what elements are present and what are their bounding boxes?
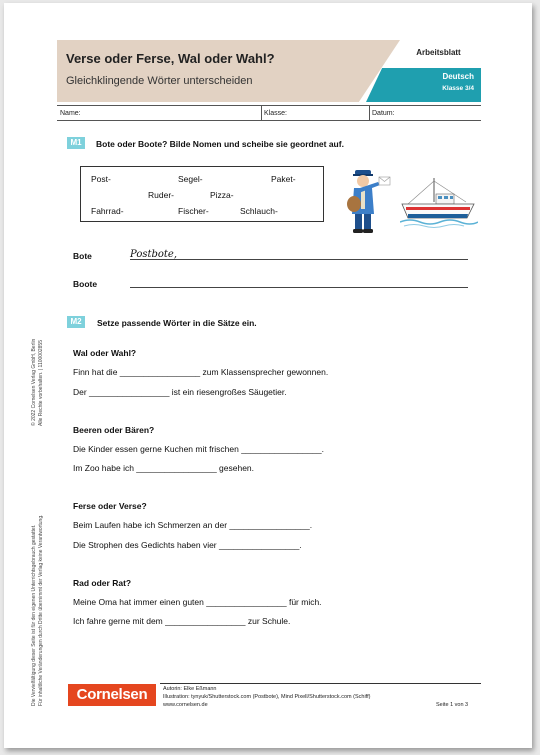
fill-in-sentence[interactable]: Ich fahre gerne mit dem _________________ zur Schule.	[73, 616, 291, 626]
cornelsen-logo: Cornelsen	[68, 684, 156, 706]
name-class-date-row	[57, 105, 481, 121]
word-item: Post-	[91, 174, 111, 184]
copyright-note: © 2022 Cornelsen Verlag GmbH, Berlin	[31, 338, 37, 426]
bote-row-label: Bote	[73, 251, 92, 261]
fill-in-sentence[interactable]: Der _________________ ist ein riesengroßes Säugetier.	[73, 387, 287, 397]
fishing-boat-illustration	[400, 178, 478, 230]
page-title: Verse oder Ferse, Wal oder Wahl?	[66, 51, 275, 66]
divider	[261, 106, 262, 120]
answer-line-boote[interactable]	[130, 287, 468, 288]
author-credit: Autorin: Elke Eßmann	[163, 686, 217, 692]
rights-note: Alle Rechte vorbehalten. | 1100002855	[38, 340, 44, 426]
header-title-band	[57, 40, 400, 102]
m1-task-text: Bote oder Boote? Bilde Nomen und scheibe sie geordnet auf.	[96, 139, 344, 149]
legal-note: Für inhaltliche Veränderungen durch Dritte übernimmt der Verlag keine Verantwortung.	[38, 514, 44, 706]
mail-carrier-illustration	[345, 168, 397, 234]
fill-in-sentence[interactable]: Meine Oma hat immer einen guten _________________ für mich.	[73, 597, 322, 607]
legal-note: Die Vervielfältigung dieser Seite ist für den eigenen Unterrichtsgebrauch gestattet.	[31, 524, 37, 706]
divider	[369, 106, 370, 120]
word-item: Fischer-	[178, 206, 209, 216]
class-field-label: Klasse:	[264, 110, 287, 117]
group-heading: Ferse oder Verse?	[73, 501, 147, 511]
page-number: Seite 1 von 3	[436, 702, 469, 708]
date-field-label: Datum:	[372, 110, 395, 117]
fill-in-sentence[interactable]: Im Zoo habe ich _________________ gesehen.	[73, 463, 255, 473]
word-item: Fahrrad-	[91, 206, 124, 216]
page-subtitle: Gleichklingende Wörter unterscheiden	[66, 75, 253, 87]
word-item: Pizza-	[210, 190, 234, 200]
illustration-credit: Illustration: tynyuk/Shutterstock.com (Postbote), Mind Pixell/Shutterstock.com (Schiff)	[163, 694, 371, 700]
m2-badge: M2	[67, 316, 85, 328]
boote-row-label: Boote	[73, 279, 98, 289]
word-item: Paket-	[271, 174, 296, 184]
name-field-label: Name:	[60, 110, 81, 117]
fill-in-sentence[interactable]: Die Strophen des Gedichts haben vier _________________.	[73, 540, 302, 550]
fill-in-sentence[interactable]: Finn hat die _________________ zum Klassensprecher gewonnen.	[73, 367, 329, 377]
word-item: Segel-	[178, 174, 203, 184]
fill-in-sentence[interactable]: Die Kinder essen gerne Kuchen mit frischen _________________.	[73, 444, 324, 454]
m1-badge: M1	[67, 137, 85, 149]
answer-line-bote[interactable]	[130, 259, 468, 260]
footer-divider	[160, 683, 481, 684]
group-heading: Beeren oder Bären?	[73, 425, 155, 435]
fill-in-sentence[interactable]: Beim Laufen habe ich Schmerzen an der _________________.	[73, 520, 313, 530]
worksheet-tag: Arbeitsblatt	[416, 48, 461, 57]
word-item: Schlauch-	[240, 206, 278, 216]
grade-label: Klasse 3/4	[442, 85, 474, 92]
word-item: Ruder-	[148, 190, 174, 200]
m2-task-text: Setze passende Wörter in die Sätze ein.	[97, 318, 257, 328]
publisher-url[interactable]: www.cornelsen.de	[163, 702, 208, 708]
subject-label: Deutsch	[442, 72, 474, 81]
group-heading: Rad oder Rat?	[73, 578, 132, 588]
group-heading: Wal oder Wahl?	[73, 348, 137, 358]
example-answer: Postbote,	[130, 249, 178, 260]
